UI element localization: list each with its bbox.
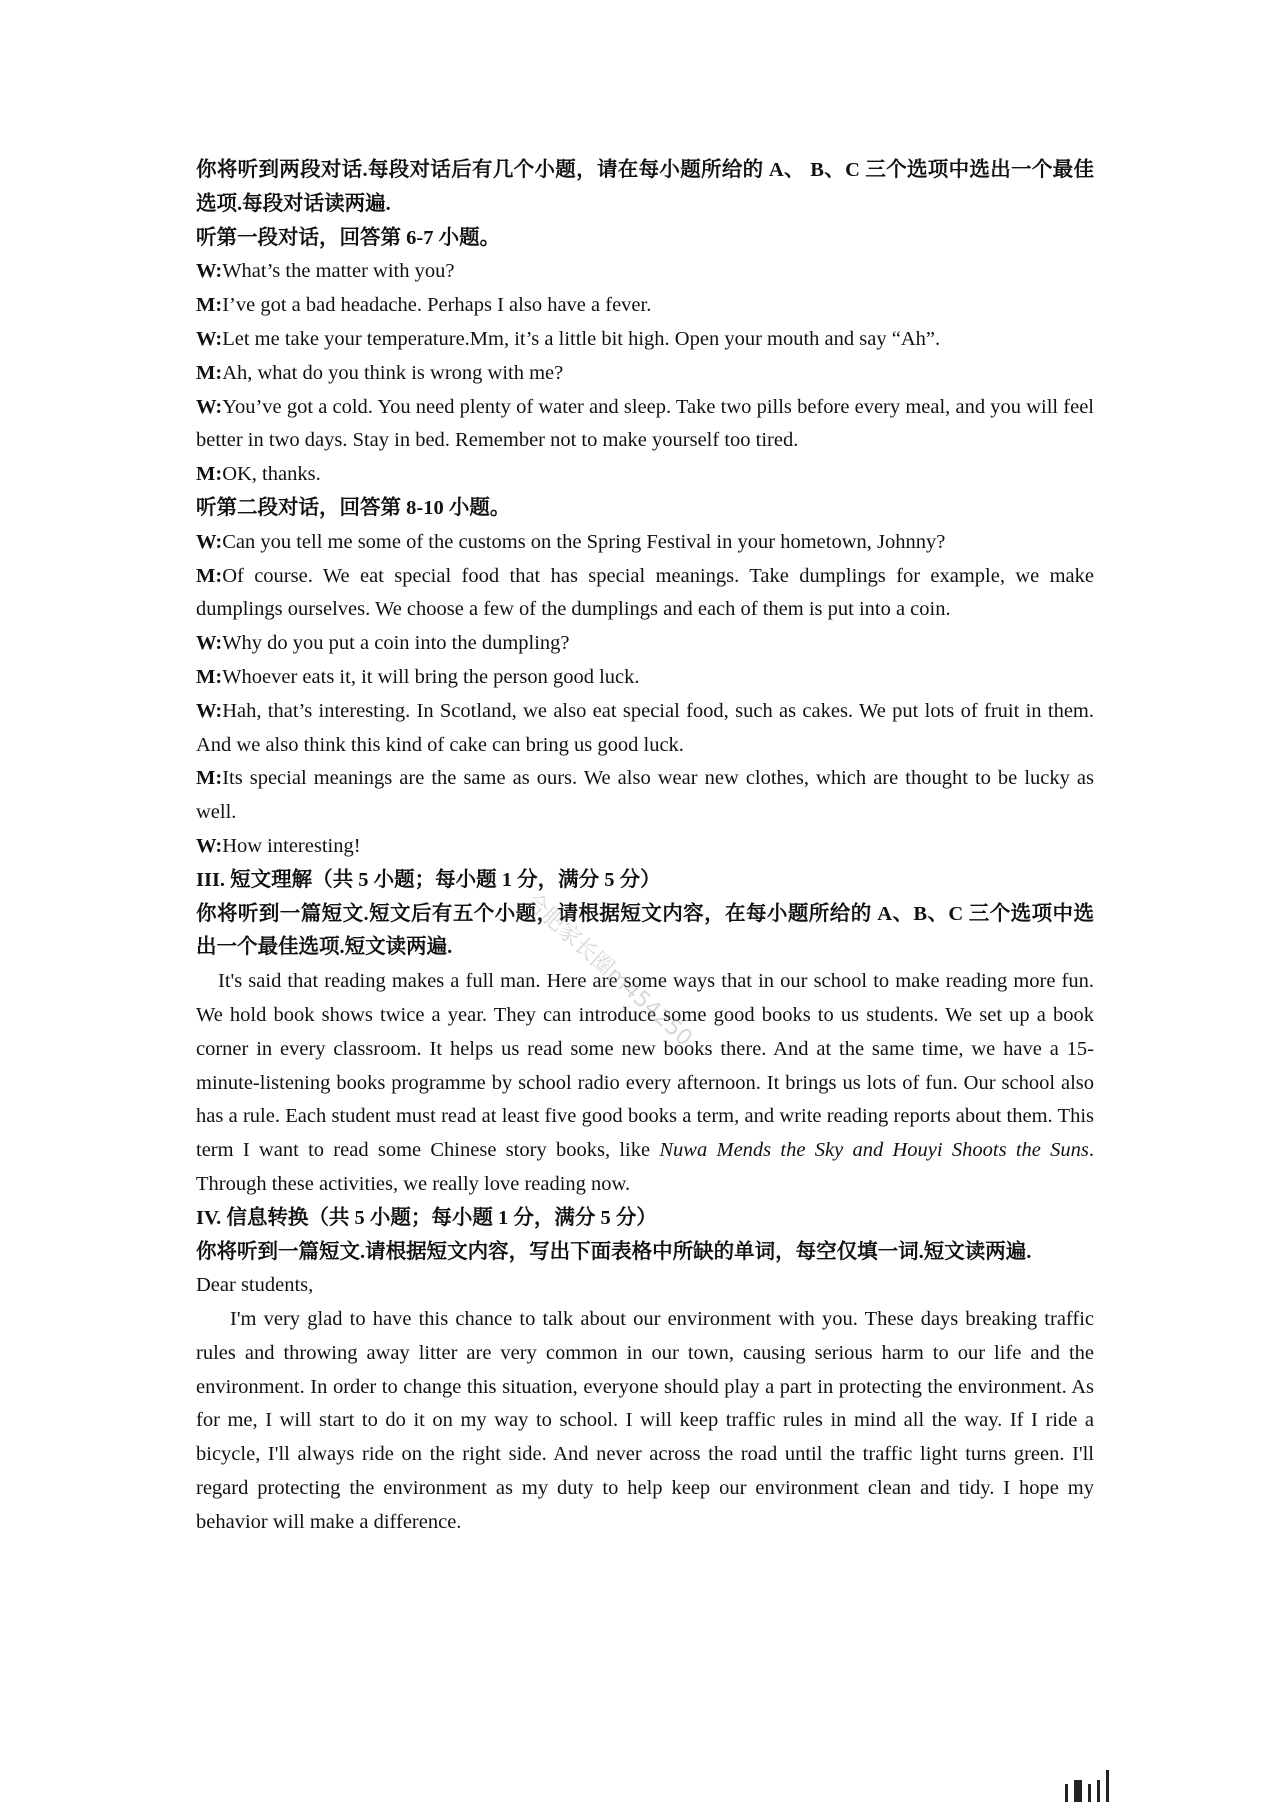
- dialogue-text: Of course. We eat special food that has special meanings. Take dumplings for example, we make dumplings ourselves. We choose a few of the dumplings and each of them is put into a coin.: [196, 564, 1094, 621]
- dialogue-line: [196, 458, 1094, 492]
- speaker-label: W:: [196, 260, 223, 283]
- speaker-label: M:: [196, 294, 223, 317]
- dialogue-line: [196, 762, 1094, 830]
- dialogue2: [196, 526, 1094, 864]
- document-page: [196, 154, 1094, 1540]
- decorative-bars: [1065, 1770, 1109, 1802]
- part4-instruction: 你将听到一篇短文.请根据短文内容，写出下面表格中所缺的单词，每空仅填一词.短文读两遍.: [196, 1240, 1032, 1263]
- speaker-label: M:: [196, 463, 223, 486]
- speaker-label: W:: [196, 632, 223, 655]
- dialogue-line: [196, 323, 1094, 357]
- dialogue-text: Its special meanings are the same as ours. We also wear new clothes, which are thought to be lucky as well.: [196, 767, 1094, 824]
- dialogue-line: [196, 357, 1094, 391]
- passage-text: . Through these activities, we really love reading now.: [196, 1139, 1094, 1195]
- dialogue-text: Why do you put a coin into the dumpling?: [222, 632, 570, 655]
- dialogue-text: OK, thanks.: [222, 463, 321, 486]
- part2-instruction: 你将听到两段对话.每段对话后有几个小题，请在每小题所给的 A、 B、C 三个选项中选出一个最佳选项.每段对话读两遍.: [196, 159, 1094, 215]
- dialogue-text: What’s the matter with you?: [222, 260, 455, 283]
- dialogue-text: How interesting!: [222, 834, 361, 857]
- speaker-label: W:: [196, 834, 223, 857]
- part3-instruction: 你将听到一篇短文.短文后有五个小题，请根据短文内容，在每小题所给的 A、B、C 三个选项中选出一个最佳选项.短文读两遍.: [196, 902, 1094, 959]
- dialogue-text: You’ve got a cold. You need plenty of water and sleep. Take two pills before every meal, and you will feel better in two days. Stay in bed. Remember not to make yourself too tired.: [196, 395, 1094, 452]
- watermark: 合肥家长圈m454250: [519, 888, 697, 1052]
- book-titles: Nuwa Mends the Sky and Houyi Shoots the Suns: [659, 1139, 1089, 1162]
- dialogue-line: [196, 661, 1094, 695]
- part3-heading: III. 短文理解（共 5 小题；每小题 1 分，满分 5 分）: [196, 868, 661, 891]
- dialogue-text: Let me take your temperature.Mm, it’s a little bit high. Open your mouth and say “Ah”.: [222, 327, 941, 350]
- speaker-label: W:: [196, 699, 223, 722]
- dialogue-line: [196, 695, 1094, 763]
- speaker-label: W:: [196, 530, 223, 553]
- part4-passage: I'm very glad to have this chance to talk about our environment with you. These days breaking traffic rules and throwing away litter are very common in our town, causing serious harm to our life and the environment. In order to change this situation, everyone should play a part in protecting the environment. As for me, I will start to do it on my way to school. I will keep traffic rules in mind all the way. If I ride a bicycle, I'll always ride on the right side. And never across the road until the traffic light turns green. I'll regard protecting the environment as my duty to help keep our environment clean and tidy. I hope my behavior will make a difference.: [196, 1308, 1094, 1533]
- speaker-label: M:: [196, 564, 223, 587]
- dialogue1: [196, 255, 1094, 492]
- speaker-label: M:: [196, 767, 223, 790]
- salutation: Dear students,: [196, 1274, 314, 1297]
- dialogue-text: Ah, what do you think is wrong with me?: [222, 361, 564, 384]
- dialogue-line: [196, 289, 1094, 323]
- speaker-label: M:: [196, 361, 223, 384]
- dialogue-line: [196, 526, 1094, 560]
- dialogue1-heading: 听第一段对话，回答第 6-7 小题。: [196, 226, 501, 249]
- dialogue-line: [196, 830, 1094, 864]
- speaker-label: W:: [196, 395, 223, 418]
- dialogue-line: [196, 391, 1094, 459]
- dialogue-text: Whoever eats it, it will bring the person good luck.: [222, 665, 640, 688]
- dialogue-text: Can you tell me some of the customs on the Spring Festival in your hometown, Johnny?: [222, 530, 946, 553]
- dialogue2-heading: 听第二段对话，回答第 8-10 小题。: [196, 496, 511, 519]
- speaker-label: W:: [196, 327, 223, 350]
- dialogue-text: Hah, that’s interesting. In Scotland, we also eat special food, such as cakes. We put lots of fruit in them. And we also think this kind of cake can bring us good luck.: [196, 699, 1094, 756]
- passage-text: It's said that reading makes a full man. Here are some ways that in our school to make reading more fun. We hold book shows twice a year. They can introduce some good books to us students. We set up a book corner in every classroom. It helps us read some new books there. And at the same time, we have a 15-minute-listening books programme by school radio every afternoon. It brings us lots of fun. Our school also has a rule. Each student must read at least five good books a term, and write reading reports about them. This term I want to read some Chinese story books, like: [196, 970, 1094, 1162]
- part4-heading: IV. 信息转换（共 5 小题；每小题 1 分，满分 5 分）: [196, 1206, 657, 1229]
- dialogue-line: [196, 627, 1094, 661]
- dialogue-text: I’ve got a bad headache. Perhaps I also have a fever.: [222, 294, 652, 317]
- dialogue-line: [196, 255, 1094, 289]
- speaker-label: M:: [196, 665, 223, 688]
- dialogue-line: [196, 560, 1094, 628]
